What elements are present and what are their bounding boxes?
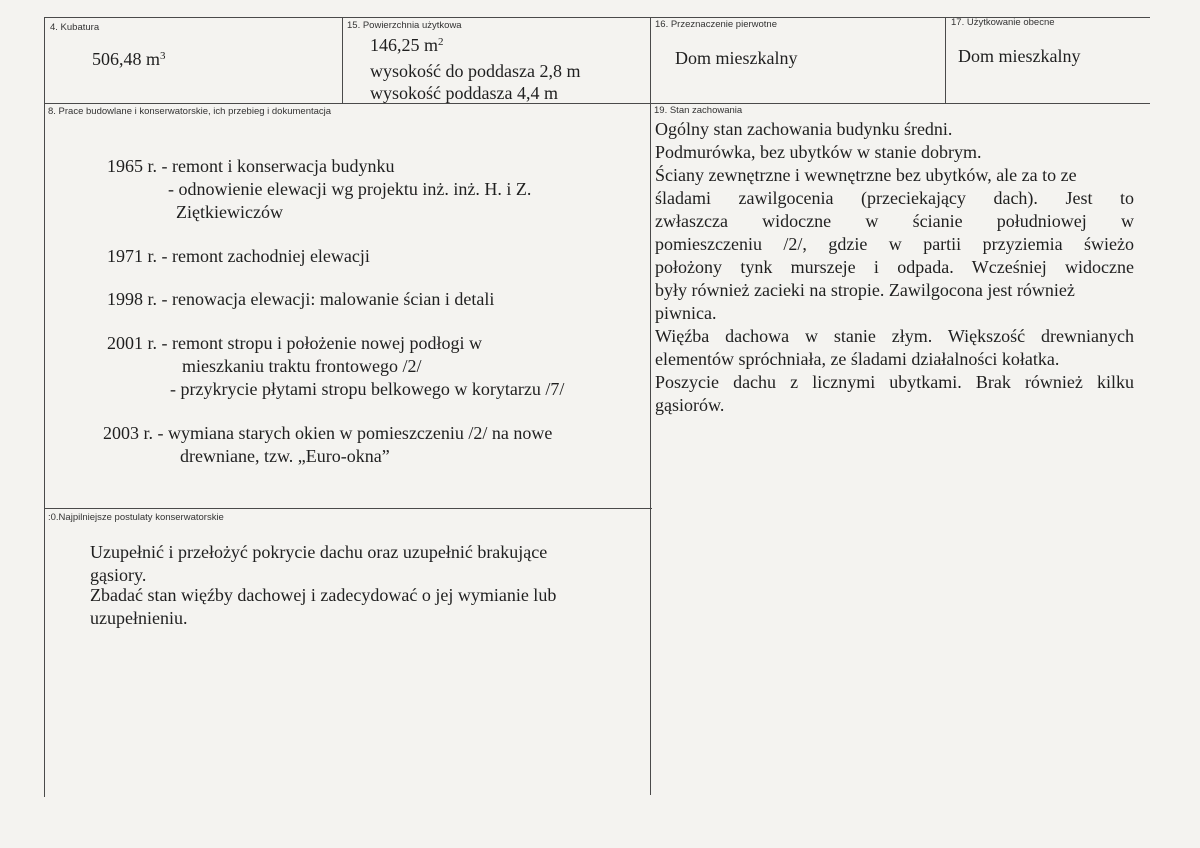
works-line-1971: 1971 r. - remont zachodniej elewacji — [107, 246, 370, 266]
postulates-divider — [44, 508, 652, 509]
kubatura-label: 4. Kubatura — [50, 22, 100, 33]
postulates-line-3: Zbadać stan więźby dachowej i zadecydować o jej wymianie lub — [90, 585, 557, 605]
condition-line-5: zwłaszcza widoczne w ścianie południowej w — [655, 211, 1134, 231]
condition-line-1: Ogólny stan zachowania budynku średni. — [655, 119, 953, 139]
przeznaczenie-value: Dom mieszkalny — [675, 48, 798, 68]
header-row-divider — [44, 103, 1150, 104]
condition-line-3: Ściany zewnętrzne i wewnętrzne bez ubytków, ale za to ze — [655, 165, 1077, 185]
powierzchnia-label: 15. Powierzchnia użytkowa — [347, 20, 462, 31]
works-line-1998: 1998 r. - renowacja elewacji: malowanie ścian i detali — [107, 289, 495, 309]
col-divider-1 — [342, 17, 343, 103]
condition-line-2: Podmurówka, bez ubytków w stanie dobrym. — [655, 142, 982, 162]
kubatura-value — [92, 48, 166, 70]
postulates-label: :0.Najpilniejsze postulaty konserwatorskie — [48, 512, 224, 523]
powierzchnia-area-number: 146,25 m — [370, 35, 439, 55]
postulates-line-4: uzupełnieniu. — [90, 608, 188, 628]
condition-line-7: położony tynk murszeje i odpada. Wcześniej widoczne — [655, 257, 1134, 277]
works-label: 8. Prace budowlane i konserwatorskie, ich przebieg i dokumentacja — [48, 106, 332, 117]
postulates-line-2: gąsiory. — [90, 565, 147, 585]
uzytkowanie-value: Dom mieszkalny — [958, 46, 1081, 66]
works-line-2001-c: - przykrycie płytami stropu belkowego w korytarzu /7/ — [170, 379, 565, 399]
kubatura-number: 506,48 m — [92, 49, 161, 69]
col-divider-main — [650, 17, 651, 795]
condition-line-6: pomieszczeniu /2/, gdzie w partii przyziemia świeżo — [655, 234, 1134, 254]
przeznaczenie-label: 16. Przeznaczenie pierwotne — [655, 19, 777, 30]
powierzchnia-height-1: wysokość do poddasza 2,8 m — [370, 61, 581, 81]
condition-line-4: śladami zawilgocenia (przeciekający dach). Jest to — [655, 188, 1134, 208]
works-line-1965: 1965 r. - remont i konserwacja budynku — [107, 156, 395, 176]
works-line-1965-b: - odnowienie elewacji wg projektu inż. inż. H. i Z. — [168, 179, 532, 199]
powierzchnia-area-exponent: 2 — [438, 36, 444, 48]
powierzchnia-height-2: wysokość poddasza 4,4 m — [370, 83, 558, 103]
condition-line-11: elementów spróchniała, ze śladami działalności kołatka. — [655, 349, 1060, 369]
condition-line-12: Poszycie dachu z licznymi ubytkami. Brak również kilku — [655, 372, 1134, 392]
col-divider-3 — [945, 17, 946, 103]
left-border — [44, 17, 45, 797]
works-line-1965-c: Ziętkiewiczów — [176, 202, 283, 222]
works-line-2003: 2003 r. - wymiana starych okien w pomieszczeniu /2/ na nowe — [103, 423, 553, 443]
condition-line-9: piwnica. — [655, 303, 717, 323]
works-line-2001: 2001 r. - remont stropu i położenie nowej podłogi w — [107, 333, 482, 353]
postulates-line-1: Uzupełnić i przełożyć pokrycie dachu oraz uzupełnić brakujące — [90, 542, 548, 562]
condition-label: 19. Stan zachowania — [654, 105, 743, 116]
works-line-2003-b: drewniane, tzw. „Euro-okna” — [180, 446, 390, 466]
condition-line-13: gąsiorów. — [655, 395, 725, 415]
uzytkowanie-label: 17. Użytkowanie obecne — [951, 17, 1055, 28]
condition-line-10: Więźba dachowa w stanie złym. Większość drewnianych — [655, 326, 1134, 346]
works-line-2001-b: mieszkaniu traktu frontowego /2/ — [182, 356, 422, 376]
kubatura-unit-exponent: 3 — [160, 50, 166, 62]
powierzchnia-area — [370, 34, 444, 56]
condition-line-8: były również zacieki na stropie. Zawilgocona jest również — [655, 280, 1075, 300]
